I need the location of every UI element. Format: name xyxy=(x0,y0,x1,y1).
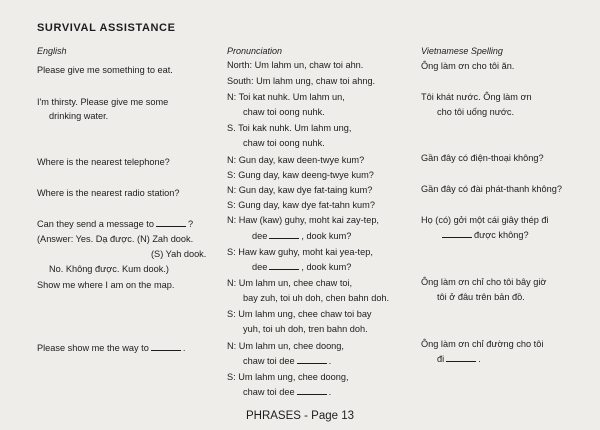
blank-line xyxy=(297,386,327,395)
pronunciation-line: chaw toi oong nuhk. xyxy=(243,138,325,148)
blank-line xyxy=(269,230,299,239)
pronunciation-line: S: Um lahm ung, chee chaw toi bay xyxy=(227,309,372,319)
english-phrase: Please give me something to eat. xyxy=(37,65,173,75)
vietnamese-phrase: được không? xyxy=(440,229,529,241)
vietnamese-phrase: Ông làm ơn chỉ cho tôi bây giờ xyxy=(421,277,547,287)
pronunciation-line: North: Um lahm un, chaw toi ahn. xyxy=(227,60,364,70)
column-header-vietnamese: Vietnamese Spelling xyxy=(421,46,503,56)
page-footer: PHRASES - Page 13 xyxy=(245,410,355,422)
column-header-english: English xyxy=(37,46,67,56)
pronunciation-line: dee , dook kum? xyxy=(252,231,352,241)
pronunciation-line: N: Gun day, kaw dye fat-taing kum? xyxy=(227,185,373,195)
pronunciation-line: N: Toi kat nuhk. Um lahm un, xyxy=(227,92,345,102)
english-phrase: Where is the nearest telephone? xyxy=(37,157,170,167)
pronunciation-line: South: Um lahm ung, chaw toi ahng. xyxy=(227,76,376,86)
pronunciation-line: N: Um lahm un, chee doong, xyxy=(227,341,344,351)
vietnamese-phrase: Ông làm ơn chỉ đường cho tôi xyxy=(421,339,544,349)
pronunciation-line: S: Gung day, kaw deeng-twye kum? xyxy=(227,170,374,180)
vietnamese-phrase: đi . xyxy=(437,354,481,364)
english-phrase: Show me where I am on the map. xyxy=(37,280,175,290)
pronunciation-line: chaw toi oong nuhk. xyxy=(243,107,325,117)
vietnamese-phrase: Ông làm ơn cho tôi ăn. xyxy=(421,61,515,71)
blank-line xyxy=(269,261,299,270)
english-answer: (Answer: Yes. Dạ được. (N) Zah dook. xyxy=(37,234,194,244)
pronunciation-line: chaw toi dee . xyxy=(243,356,332,366)
blank-line xyxy=(446,353,476,362)
pronunciation-line: dee , dook kum? xyxy=(252,262,352,272)
pronunciation-line: yuh, toi uh doh, tren bahn doh. xyxy=(243,324,368,334)
pronunciation-line: N: Gun day, kaw deen-twye kum? xyxy=(227,155,365,165)
pronunciation-line: N: Haw (kaw) guhy, moht kai zay-tep, xyxy=(227,215,379,225)
blank-line xyxy=(156,218,186,227)
pronunciation-line: N: Um lahm un, chee chaw toi, xyxy=(227,278,353,288)
vietnamese-phrase: Gần đây có đài phát-thanh không? xyxy=(421,184,562,194)
vietnamese-phrase: Tôi khát nước. Ông làm ơn xyxy=(421,92,532,102)
pronunciation-line: S. Toi kak nuhk. Um lahm ung, xyxy=(227,123,352,133)
vietnamese-phrase: tôi ở đâu trên bản đồ. xyxy=(437,292,525,302)
english-answer: (S) Yah dook. xyxy=(151,249,207,259)
pronunciation-line: bay zuh, toi uh doh, chen bahn doh. xyxy=(243,293,390,303)
pronunciation-line: S: Um lahm ung, chee doong, xyxy=(227,372,349,382)
english-phrase: drinking water. xyxy=(49,111,109,121)
blank-line xyxy=(297,355,327,364)
english-phrase: I'm thirsty. Please give me some xyxy=(37,97,169,107)
column-header-pronunciation: Pronunciation xyxy=(227,46,283,56)
vietnamese-phrase: Gần đây có điện-thoại không? xyxy=(421,153,544,163)
vietnamese-phrase: Họ (có) gởi một cái giây thép đi xyxy=(421,215,549,225)
english-phrase: Please show me the way to . xyxy=(37,343,186,353)
english-answer: No. Không được. Kum dook.) xyxy=(49,264,169,274)
blank-line xyxy=(151,342,181,351)
english-phrase: Where is the nearest radio station? xyxy=(37,188,180,198)
pronunciation-line: S: Gung day, kaw dye fat-tahn kum? xyxy=(227,200,375,210)
english-phrase: Can they send a message to ? xyxy=(37,219,194,229)
vietnamese-phrase: cho tôi uống nước. xyxy=(437,107,515,117)
blank-line xyxy=(442,229,472,238)
pronunciation-line: S: Haw kaw guhy, moht kai yea-tep, xyxy=(227,247,373,257)
section-title: SURVIVAL ASSISTANCE xyxy=(37,22,176,34)
pronunciation-line: chaw toi dee . xyxy=(243,387,332,397)
